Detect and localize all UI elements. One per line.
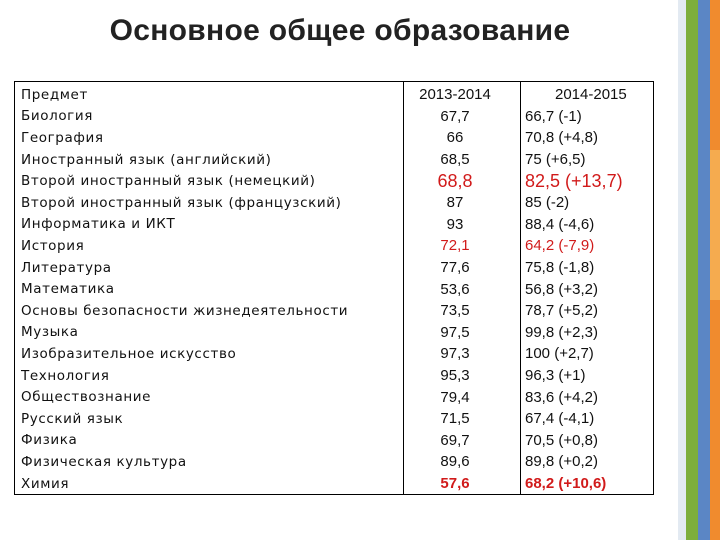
header-year2: 2014-2015 (555, 86, 627, 104)
row-subject: Физика (21, 432, 78, 449)
row-score-2014-2015: 88,4 (-4,6) (525, 215, 595, 233)
row-score-2013-2014: 53,6 (440, 280, 470, 298)
header-year1: 2013-2014 (419, 86, 491, 104)
table-row (15, 408, 653, 430)
stripe-light (678, 0, 686, 540)
stripe-blue (698, 0, 710, 540)
row-score-2013-2014: 89,6 (440, 453, 470, 471)
row-subject: Литература (21, 259, 112, 276)
table-row (15, 214, 653, 236)
table-row (15, 278, 653, 300)
stripe-green (686, 0, 698, 540)
table-row (15, 170, 653, 192)
row-score-2013-2014: 68,8 (437, 170, 473, 191)
row-subject: Второй иностранный язык (французский) (21, 194, 342, 211)
table-row (15, 430, 653, 452)
row-score-2014-2015: 82,5 (+13,7) (525, 170, 623, 191)
row-score-2014-2015: 85 (-2) (525, 194, 570, 212)
row-subject: Физическая культура (21, 453, 187, 470)
row-score-2013-2014: 67,7 (440, 107, 470, 125)
page-title: Основное общее образование (109, 14, 571, 47)
table-row (15, 257, 653, 279)
row-score-2014-2015: 96,3 (+1) (525, 367, 586, 385)
row-subject: Математика (21, 281, 115, 298)
header-subject: Предмет (21, 86, 88, 103)
row-subject: Изобразительное искусство (21, 345, 237, 362)
table-row (15, 365, 653, 387)
table-row (15, 322, 653, 344)
row-score-2014-2015: 68,2 (+10,6) (525, 475, 607, 493)
row-score-2014-2015: 99,8 (+2,3) (525, 323, 598, 341)
decorative-stripes (678, 0, 720, 540)
table-row (15, 235, 653, 257)
row-score-2013-2014: 79,4 (440, 388, 470, 406)
row-subject: Второй иностранный язык (немецкий) (21, 173, 316, 190)
table-row (15, 127, 653, 149)
table-row (15, 149, 653, 171)
row-score-2013-2014: 66 (446, 129, 464, 147)
row-score-2014-2015: 100 (+2,7) (525, 345, 594, 363)
row-score-2014-2015: 70,5 (+0,8) (525, 431, 598, 449)
row-score-2013-2014: 87 (446, 194, 464, 212)
row-score-2013-2014: 69,7 (440, 431, 470, 449)
stripe-orange (710, 0, 720, 540)
table-row (15, 473, 653, 495)
row-subject: Химия (21, 475, 70, 492)
row-subject: Музыка (21, 324, 79, 341)
row-score-2014-2015: 64,2 (-7,9) (525, 237, 595, 255)
row-score-2014-2015: 75 (+6,5) (525, 151, 586, 169)
row-score-2014-2015: 83,6 (+4,2) (525, 388, 598, 406)
row-subject: Биология (21, 108, 93, 125)
row-subject: Обществознание (21, 389, 152, 406)
row-score-2013-2014: 93 (446, 215, 464, 233)
row-score-2013-2014: 77,6 (440, 259, 470, 277)
table-row (15, 192, 653, 214)
table-row (15, 300, 653, 322)
table-row (15, 343, 653, 365)
results-table (14, 81, 654, 495)
row-subject: Основы безопасности жизнедеятельности (21, 302, 349, 319)
row-score-2013-2014: 73,5 (440, 302, 470, 320)
row-score-2014-2015: 66,7 (-1) (525, 107, 582, 125)
table-row (15, 386, 653, 408)
row-score-2014-2015: 67,4 (-4,1) (525, 410, 595, 428)
table-header-row (15, 84, 653, 106)
row-score-2013-2014: 71,5 (440, 410, 470, 428)
row-score-2014-2015: 56,8 (+3,2) (525, 280, 598, 298)
table-row (15, 106, 653, 128)
row-score-2013-2014: 72,1 (440, 237, 470, 255)
row-subject: Иностранный язык (английский) (21, 151, 272, 168)
row-score-2014-2015: 89,8 (+0,2) (525, 453, 598, 471)
row-score-2014-2015: 75,8 (-1,8) (525, 259, 595, 277)
row-score-2013-2014: 68,5 (440, 151, 470, 169)
row-score-2013-2014: 97,5 (440, 323, 470, 341)
row-score-2013-2014: 97,3 (440, 345, 470, 363)
table-row (15, 451, 653, 473)
row-subject: Информатика и ИКТ (21, 216, 176, 233)
row-subject: Русский язык (21, 410, 124, 427)
row-score-2013-2014: 57,6 (440, 475, 470, 493)
row-subject: История (21, 237, 85, 254)
row-subject: Технология (21, 367, 110, 384)
row-score-2014-2015: 70,8 (+4,8) (525, 129, 598, 147)
row-score-2014-2015: 78,7 (+5,2) (525, 302, 598, 320)
row-subject: География (21, 129, 104, 146)
row-score-2013-2014: 95,3 (440, 367, 470, 385)
